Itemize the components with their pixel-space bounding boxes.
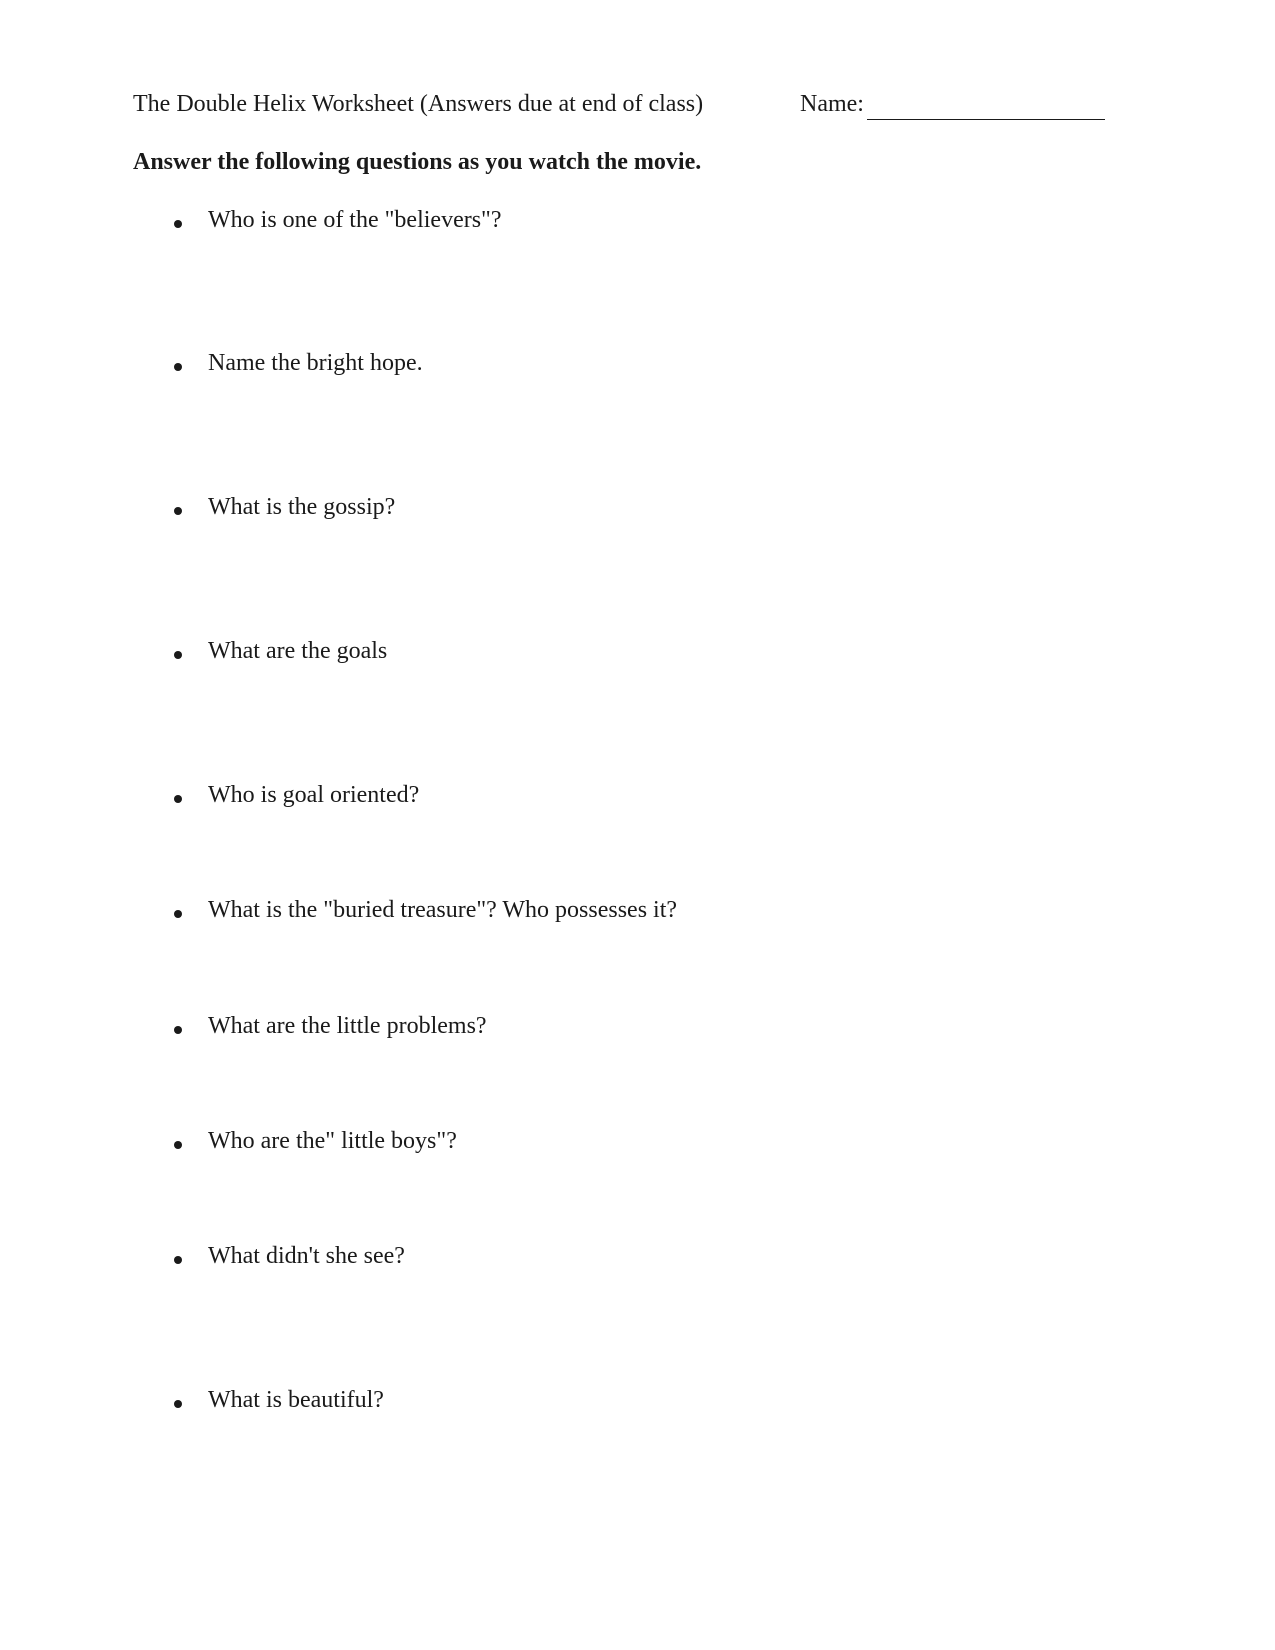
question-item <box>0 897 1275 929</box>
bullet-icon <box>174 507 182 515</box>
question-text: What is beautiful? <box>208 1387 384 1413</box>
question-item <box>0 1013 1275 1045</box>
worksheet-title: The Double Helix Worksheet (Answers due at end of class) <box>133 91 704 117</box>
name-blank-line <box>867 119 1105 120</box>
question-text: What are the little problems? <box>208 1013 487 1039</box>
question-item <box>0 207 1275 239</box>
question-text: What is the gossip? <box>208 494 396 520</box>
question-item <box>0 494 1275 526</box>
bullet-icon <box>174 1141 182 1149</box>
question-item <box>0 638 1275 670</box>
bullet-icon <box>174 910 182 918</box>
bullet-icon <box>174 363 182 371</box>
question-text: Who is one of the "believers"? <box>208 207 502 233</box>
bullet-icon <box>174 1256 182 1264</box>
question-text: What is the "buried treasure"? Who possesses it? <box>208 897 678 923</box>
bullet-icon <box>174 220 182 228</box>
bullet-icon <box>174 1400 182 1408</box>
question-text: Name the bright hope. <box>208 350 423 376</box>
question-item <box>0 1128 1275 1160</box>
question-item <box>0 1387 1275 1419</box>
instructions-heading: Answer the following questions as you watch the movie. <box>133 149 702 175</box>
question-text: What didn't she see? <box>208 1243 405 1269</box>
question-item <box>0 350 1275 382</box>
question-text: Who is goal oriented? <box>208 782 420 808</box>
question-text: What are the goals <box>208 638 388 664</box>
bullet-icon <box>174 1026 182 1034</box>
question-text: Who are the" little boys"? <box>208 1128 457 1154</box>
question-item <box>0 1243 1275 1275</box>
name-label: Name: <box>800 91 864 117</box>
bullet-icon <box>174 795 182 803</box>
bullet-icon <box>174 651 182 659</box>
question-item <box>0 782 1275 814</box>
